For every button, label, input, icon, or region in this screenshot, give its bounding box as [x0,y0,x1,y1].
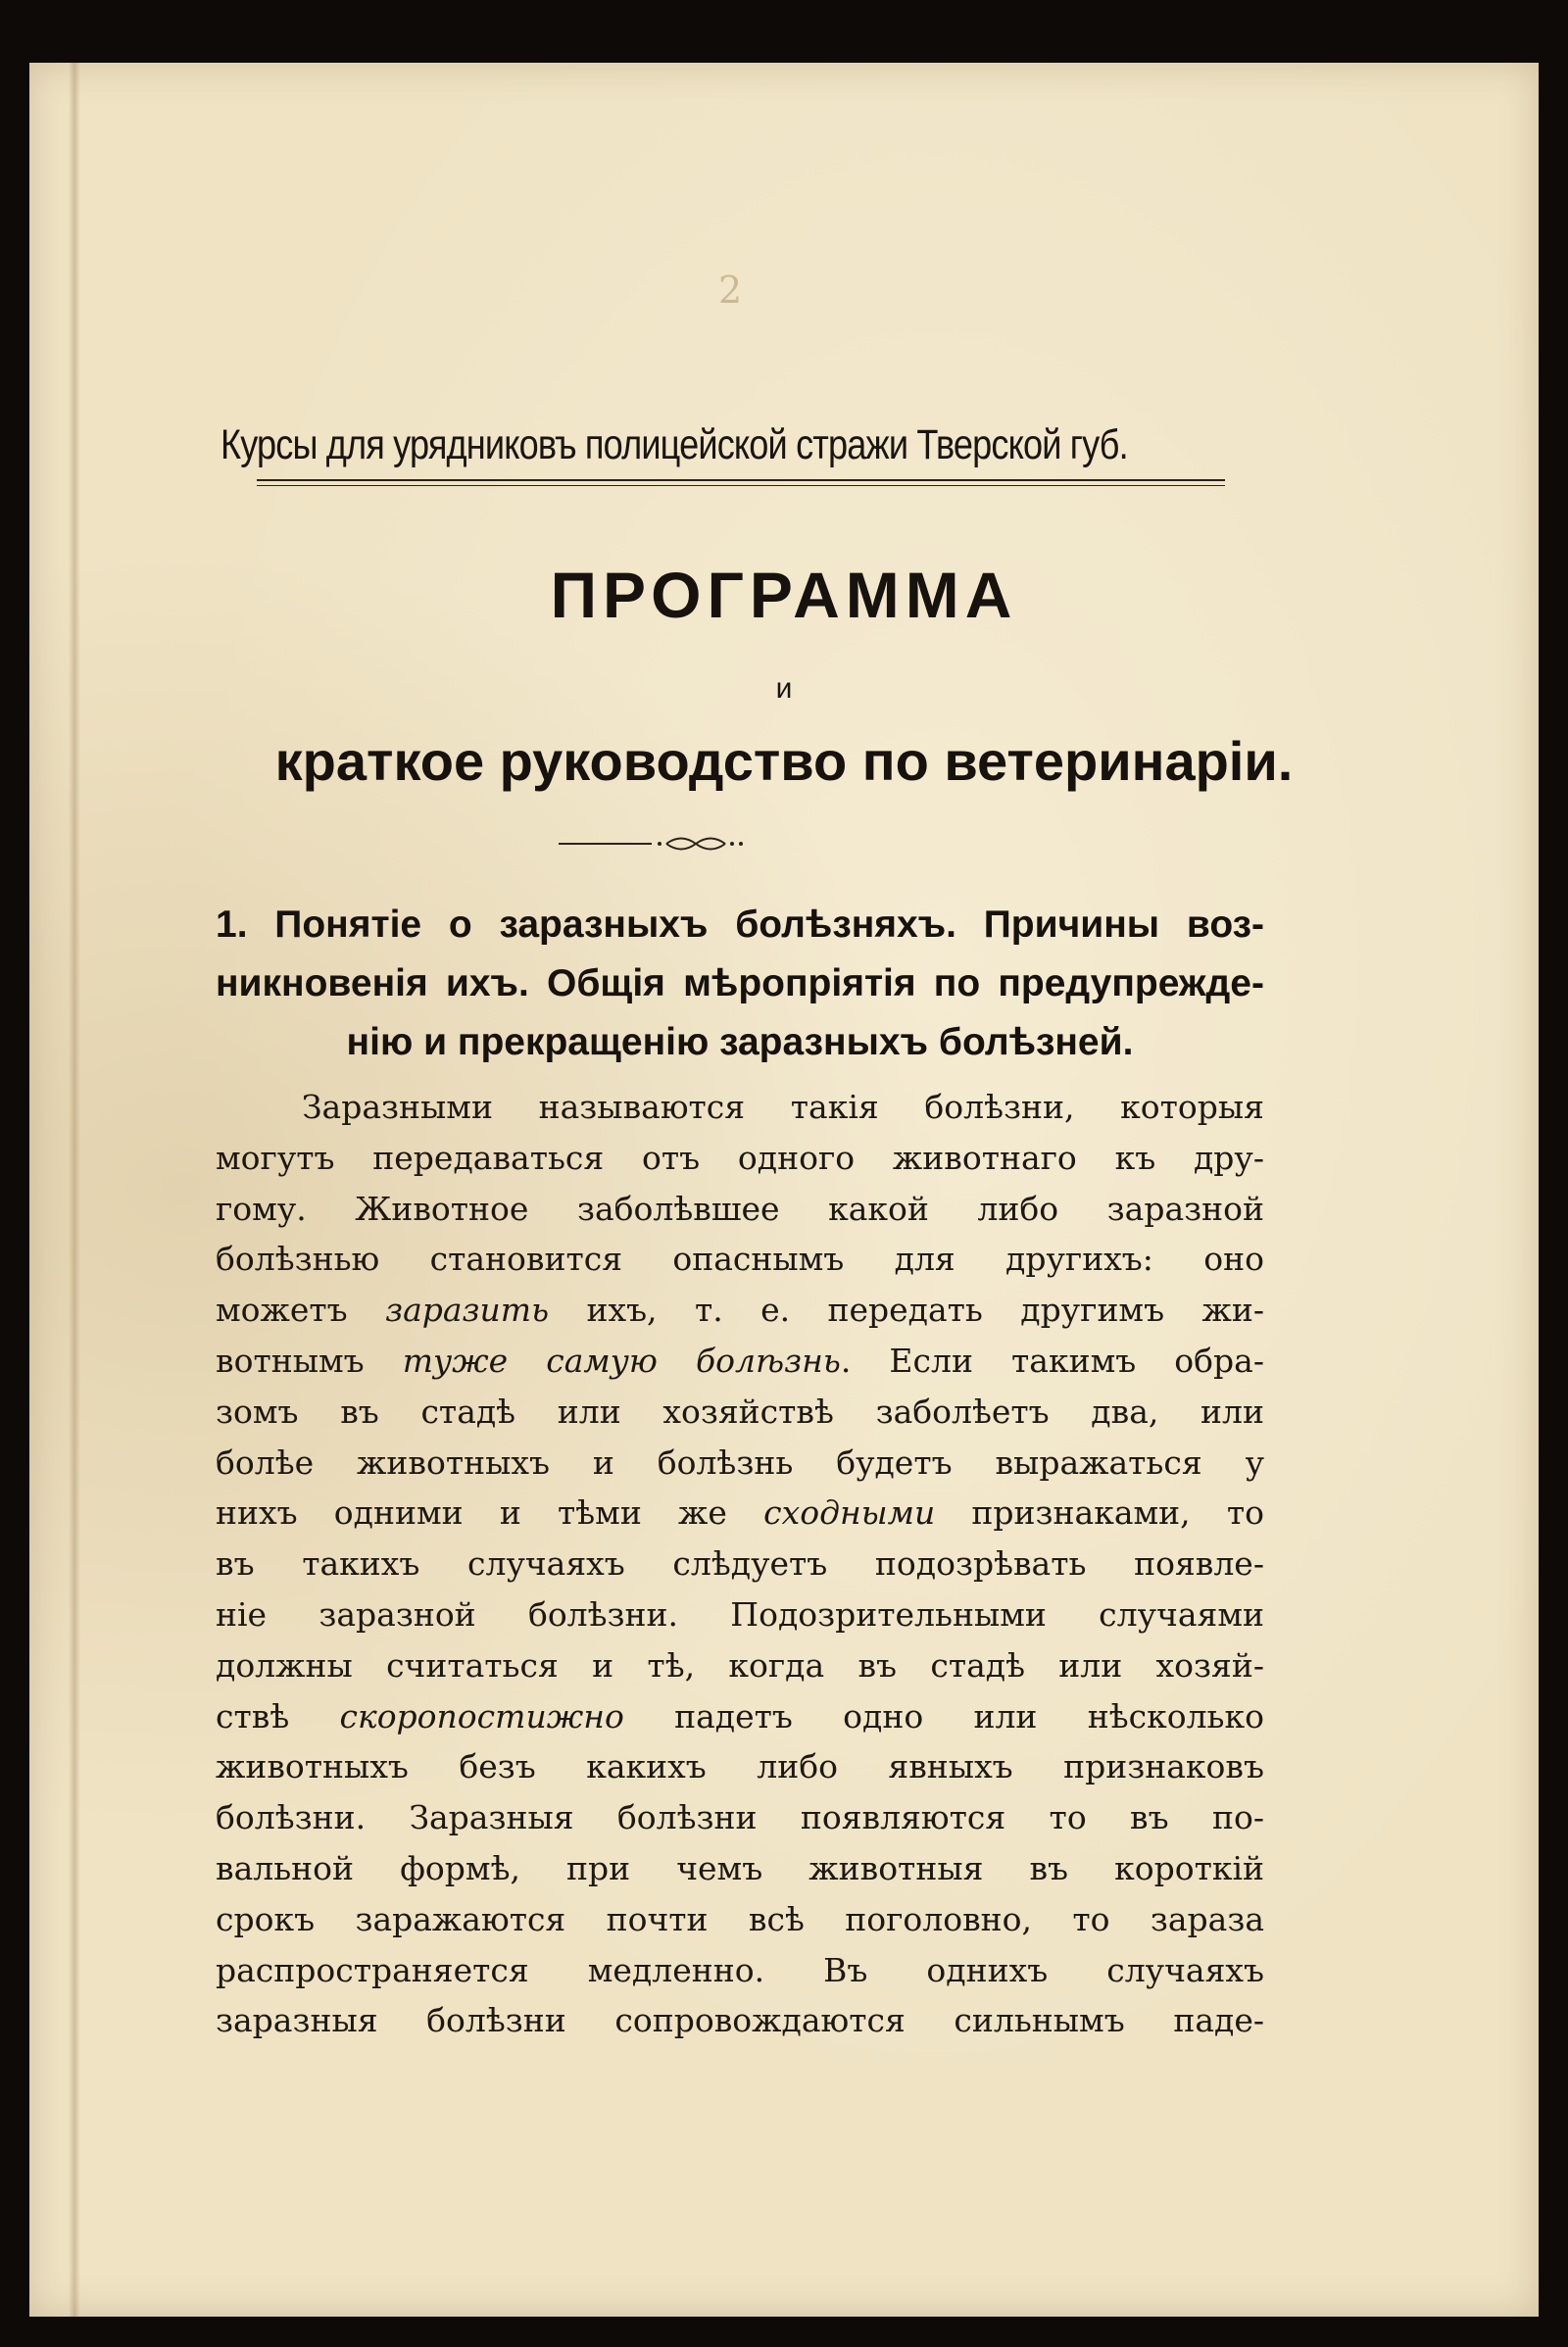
body-line: нихъ одними и тѣми же сходными признаками, то [216,1493,1264,1533]
course-header: Курсы для урядниковъ полицейской стражи Тверской губ. [220,421,1128,468]
body-line: должны считаться и тѣ, когда въ стадѣ или хозяй- [216,1645,1264,1685]
body-line: ніе заразной болѣзни. Подозрительными случаями [216,1594,1264,1634]
page-fold-shadow [69,63,80,2317]
body-text [216,1082,1264,2046]
body-line: заразныя болѣзни сопровождаются сильнымъ паде- [216,2001,1264,2040]
italic-term: скоропостижно [339,1696,624,1736]
section-heading-line: 1. Понятіе о заразныхъ болѣзняхъ. Причины воз- [216,904,1264,946]
body-line: въ такихъ случаяхъ слѣдуетъ подозрѣвать появле- [216,1544,1264,1584]
section-heading-line: никновенія ихъ. Общія мѣропріятія по предупрежде- [216,962,1264,1004]
body-line: гому. Животное заболѣвшее какой либо заразной [216,1189,1264,1228]
italic-term: сходными [763,1493,936,1533]
body-line: болѣзни. Заразныя болѣзни появляются то въ по- [216,1798,1264,1837]
italic-term: заразить [385,1291,550,1330]
body-line: болѣе животныхъ и болѣзнь будетъ выражаться у [216,1442,1264,1482]
page-number: 2 [718,269,743,312]
body-line: вотнымъ туже самую болѣзнь. Если такимъ обра- [216,1341,1264,1380]
italic-term: туже самую болѣзнь [402,1341,841,1380]
body-line: можетъ заразить ихъ, т. е. передать другимъ жи- [216,1291,1264,1330]
main-title: ПРОГРАММА [550,559,1018,631]
body-line: вальной формѣ, при чемъ животныя въ короткій [216,1848,1264,1887]
body-line: распространяется медленно. Въ однихъ случаяхъ [216,1950,1264,1989]
body-line: Заразными называются такія болѣзни, которыя [302,1088,1264,1126]
header-rule-thin [257,485,1225,486]
section-heading-line: нію и прекращенію заразныхъ болѣзней. [346,1021,1134,1063]
body-line: животныхъ безъ какихъ либо явныхъ признаковъ [216,1747,1264,1786]
section-heading [216,896,1264,1072]
body-line: срокъ заражаются почти всѣ поголовно, то зараза [216,1899,1264,1938]
header-rule [257,479,1225,481]
document-page [29,63,1539,2317]
body-line: зомъ въ стадѣ или хозяйствѣ заболѣетъ два, или [216,1392,1264,1431]
body-line: болѣзнью становится опаснымъ для другихъ: оно [216,1240,1264,1279]
body-line: ствѣ скоропостижно падетъ одно или нѣсколько [216,1696,1264,1736]
body-line: могутъ передаваться отъ одного животнаго къ дру- [216,1138,1264,1177]
title-conjunction: и [775,672,793,705]
subtitle: краткое руководство по ветеринаріи. [274,730,1294,792]
ornament-divider-icon [559,829,794,858]
